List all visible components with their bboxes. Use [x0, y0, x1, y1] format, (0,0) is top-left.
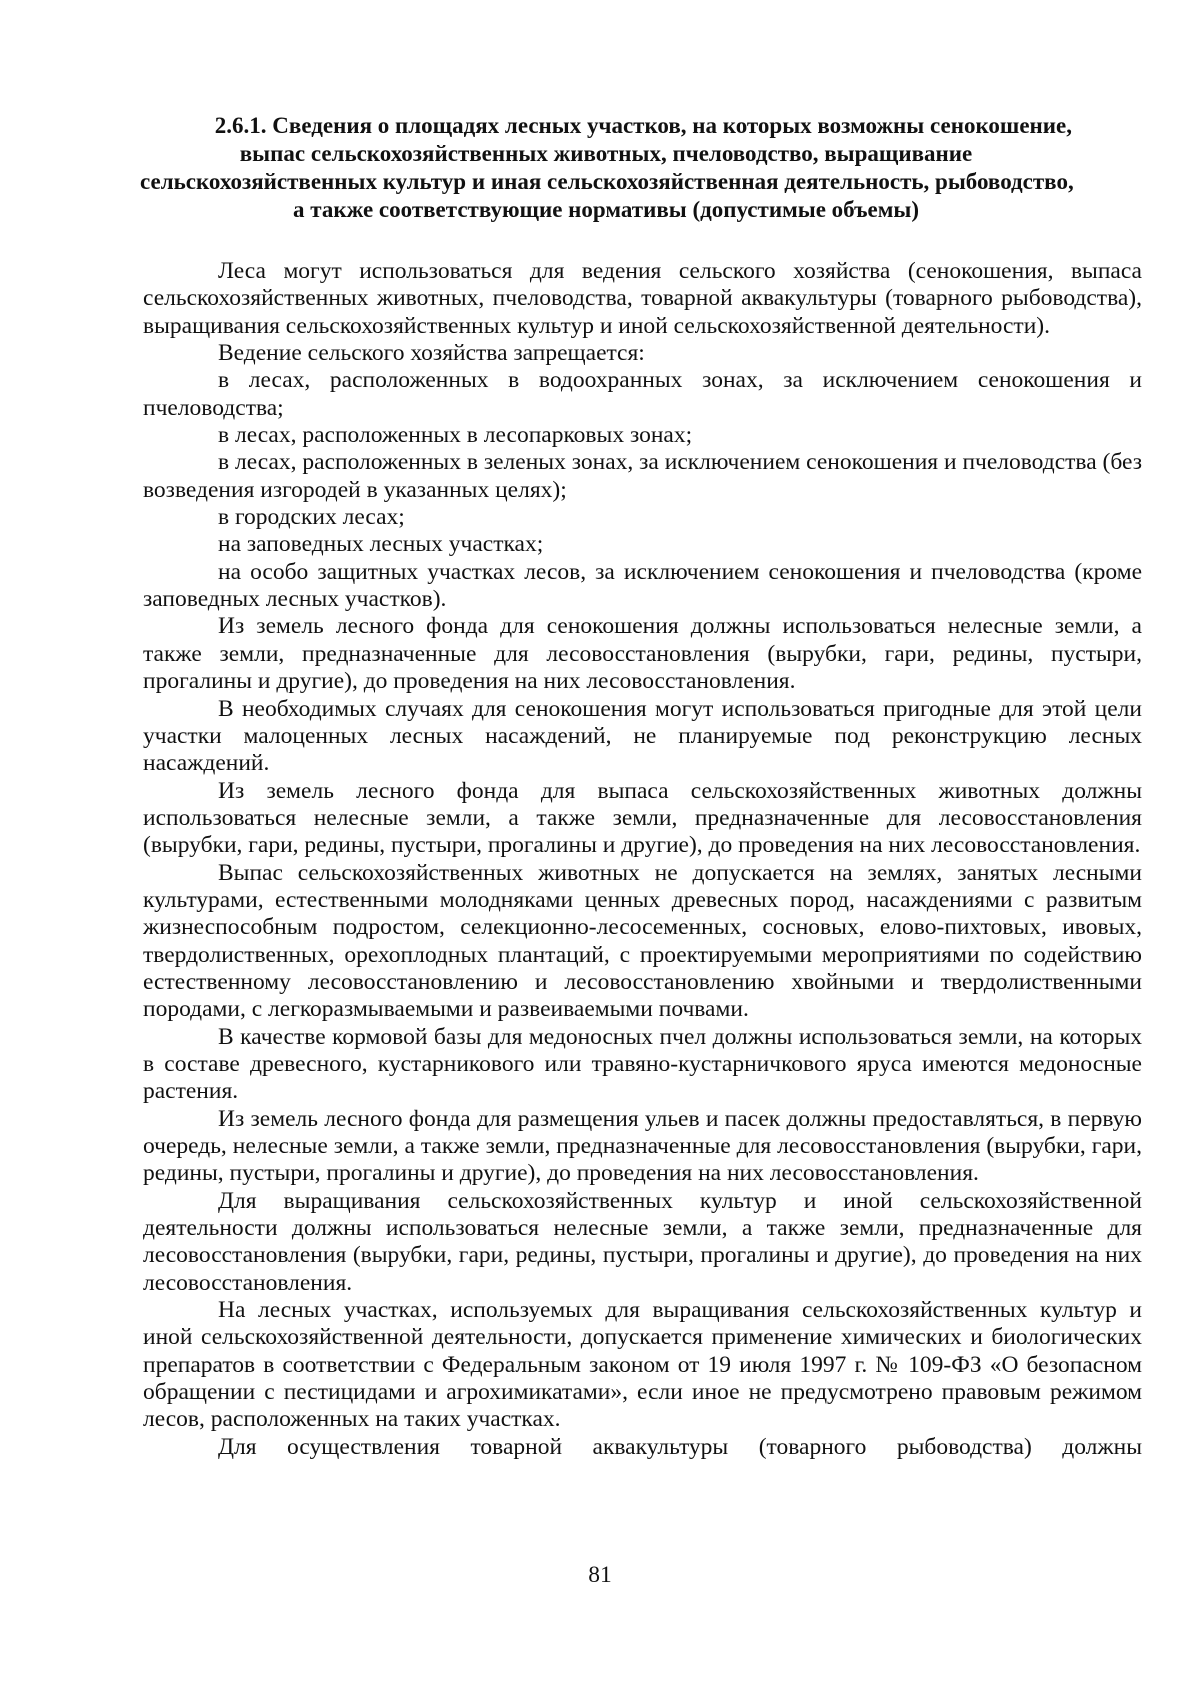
heading-line: 2.6.1. Сведения о площадях лесных участков, на которых возможны сенокошение,	[214, 113, 1072, 138]
paragraph: На лесных участках, используемых для выращивания сельскохозяйственных культур и иной сельскохозяйственной деятельности, допускается применение химических и биологических препаратов в соответствии с Федеральным законом от 19 июля 1997 г. № 109-ФЗ «О безопасном обращении с пестицидами и агрохимикатами», если иное не предусмотрено правовым режимом лесов, расположенных на таких участках.	[143, 1297, 1142, 1433]
paragraph: Для осуществления товарной аквакультуры (товарного рыбоводства) должны	[218, 1433, 1142, 1460]
paragraph: Ведение сельского хозяйства запрещается:	[218, 340, 645, 367]
paragraph: в лесах, расположенных в лесопарковых зонах;	[218, 422, 693, 449]
paragraph: на заповедных лесных участках;	[218, 531, 544, 558]
paragraph: Из земель лесного фонда для выпаса сельскохозяйственных животных должны использоваться нелесные земли, а также земли, предназначенные для лесовосстановления (вырубки, гари, редины, пустыри, прогалины и другие), до проведения на них лесовосстановления.	[143, 777, 1142, 859]
page-number: 81	[588, 1562, 612, 1588]
paragraph: Из земель лесного фонда для сенокошения должны использоваться нелесные земли, а также земли, предназначенные для лесовосстановления (вырубки, гари, редины, пустыри, прогалины и другие), до проведения на них лесовосстановления.	[143, 613, 1142, 695]
paragraph: Выпас сельскохозяйственных животных не допускается на землях, занятых лесными культурами, естественными молодняками ценных древесных пород, насаждениями с развитым жизнеспособным подростом, селекционно-лесосеменных, сосновых, елово-пихтовых, ивовых, твердолиственных, орехоплодных плантаций, с проектируемыми мероприятиями по содействию естественному лесовосстановлению и лесовосстановлению хвойными и твердолиственными породами, с легкоразмываемыми и развеиваемыми почвами.	[143, 859, 1142, 1023]
heading-line: сельскохозяйственных культур и иная сельскохозяйственная деятельность, рыбоводство,	[140, 169, 1074, 194]
paragraph: в лесах, расположенных в водоохранных зонах, за исключением сенокошения и пчеловодства;	[143, 367, 1142, 421]
heading-line: а также соответствующие нормативы (допустимые объемы)	[293, 197, 919, 222]
paragraph: В необходимых случаях для сенокошения могут использоваться пригодные для этой цели участки малоценных лесных насаждений, не планируемые под реконструкцию лесных насаждений.	[143, 695, 1142, 777]
paragraph: в городских лесах;	[218, 504, 405, 531]
paragraph: Для выращивания сельскохозяйственных культур и иной сельскохозяйственной деятельности должны использоваться нелесные земли, а также земли, предназначенные для лесовосстановления (вырубки, гари, редины, пустыри, прогалины и другие), до проведения на них лесовосстановления.	[143, 1187, 1142, 1296]
heading-line: выпас сельскохозяйственных животных, пчеловодство, выращивание	[239, 141, 973, 166]
section-heading	[140, 112, 1072, 224]
paragraph: в лесах, расположенных в зеленых зонах, за исключением сенокошения и пчеловодства (без возведения изгородей в указанных целях);	[143, 449, 1142, 503]
paragraph: Леса могут использоваться для ведения сельского хозяйства (сенокошения, выпаса сельскохозяйственных животных, пчеловодства, товарной аквакультуры (товарного рыбоводства), выращивания сельскохозяйственных культур и иной сельскохозяйственной деятельности).	[143, 258, 1142, 339]
paragraph: Из земель лесного фонда для размещения ульев и пасек должны предоставляться, в первую очередь, нелесные земли, а также земли, предназначенные для лесовосстановления (вырубки, гари, редины, пустыри, прогалины и другие), до проведения на них лесовосстановления.	[143, 1105, 1142, 1187]
paragraph: В качестве кормовой базы для медоносных пчел должны использоваться земли, на которых в составе древесного, кустарникового или травяно-кустарничкового яруса имеются медоносные растения.	[143, 1023, 1142, 1105]
paragraph: на особо защитных участках лесов, за исключением сенокошения и пчеловодства (кроме заповедных лесных участков).	[143, 558, 1142, 613]
body-text	[143, 258, 1142, 1461]
